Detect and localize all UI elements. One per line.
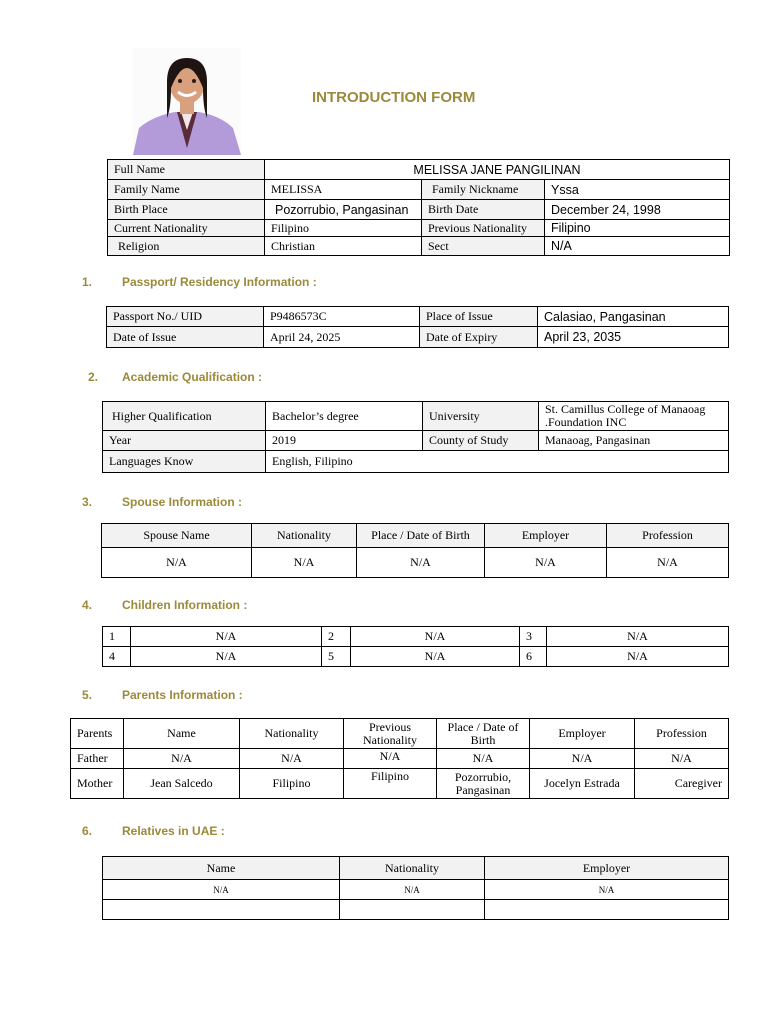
child-number: 6 [520,647,547,667]
family-nickname-value: Yssa [545,180,730,200]
mother-name: Jean Salcedo [124,769,240,799]
spouse-header-birth: Place / Date of Birth [357,524,485,548]
relative-employer-value: N/A [485,880,729,900]
year-label: Year [103,431,266,451]
child-value: N/A [131,647,322,667]
religion-value: Christian [265,237,422,256]
spouse-header-nationality: Nationality [252,524,357,548]
date-of-issue-value: April 24, 2025 [264,327,420,348]
previous-nationality-value: Filipino [545,220,730,237]
higher-qualification-value: Bachelor’s degree [266,402,423,431]
spouse-nationality-value: N/A [252,548,357,578]
family-name-label: Family Name [108,180,265,200]
languages-label: Languages Know [103,451,266,473]
father-name: N/A [124,749,240,769]
mother-previous-nationality: Filipino [344,769,437,799]
full-name-value: MELISSA JANE PANGILINAN [265,160,730,180]
date-of-issue-label: Date of Issue [107,327,264,348]
mother-nationality: Filipino [240,769,344,799]
relative-name-value: N/A [103,880,340,900]
spouse-table [101,523,729,578]
children-table [102,626,729,667]
spouse-header-name: Spouse Name [102,524,252,548]
child-number: 5 [322,647,351,667]
child-number: 2 [322,627,351,647]
father-previous-nationality: N/A [344,749,437,769]
family-name-value: MELISSA [265,180,422,200]
current-nationality-label: Current Nationality [108,220,265,237]
parents-header-profession: Profession [635,719,729,749]
parents-header-parents: Parents [71,719,124,749]
birth-place-label: Birth Place [108,200,265,220]
spouse-birth-value: N/A [357,548,485,578]
university-value [539,402,729,431]
profile-photo [133,48,241,155]
relatives-table [102,856,729,920]
sect-label: Sect [422,237,545,256]
relatives-header-name: Name [103,857,340,880]
languages-value: English, Filipino [266,451,729,473]
section-3-title: Spouse Information : [122,495,242,509]
section-2-number: 2. [88,370,99,384]
section-5-number: 5. [82,688,93,702]
child-value: N/A [131,627,322,647]
child-value: N/A [351,647,520,667]
current-nationality-value: Filipino [265,220,422,237]
parents-header-nationality: Nationality [240,719,344,749]
relative-empty-cell [103,900,340,920]
county-label: County of Study [423,431,539,451]
passport-table [106,306,729,348]
passport-value: P9486573C [264,307,420,327]
relatives-header-employer: Employer [485,857,729,880]
previous-nationality-label: Previous Nationality [422,220,545,237]
parents-table [70,718,729,799]
sect-value: N/A [545,237,730,256]
section-6-number: 6. [82,824,93,838]
relative-empty-cell [340,900,485,920]
spouse-profession-value: N/A [607,548,729,578]
relative-empty-cell [485,900,729,920]
birth-date-label: Birth Date [422,200,545,220]
section-1-title: Passport/ Residency Information : [122,275,317,289]
mother-employer: Jocelyn Estrada [530,769,635,799]
higher-qualification-label: Higher Qualification [103,402,266,431]
parents-header-birth: Place / Date of Birth [437,719,530,749]
child-number: 3 [520,627,547,647]
birth-place-value: Pozorrubio, Pangasinan [265,200,422,220]
form-title: INTRODUCTION FORM [312,89,476,106]
place-of-issue-value: Calasiao, Pangasinan [538,307,729,327]
birth-date-value: December 24, 1998 [545,200,730,220]
spouse-header-employer: Employer [485,524,607,548]
parents-header-employer: Employer [530,719,635,749]
spouse-employer-value: N/A [485,548,607,578]
county-value: Manaoag, Pangasinan [539,431,729,451]
mother-profession: Caregiver [635,769,729,799]
university-line-2: .Foundation INC [545,415,627,429]
family-nickname-label: Family Nickname [422,180,545,200]
spouse-header-profession: Profession [607,524,729,548]
relative-nationality-value: N/A [340,880,485,900]
child-number: 1 [103,627,131,647]
date-of-expiry-value: April 23, 2035 [538,327,729,348]
mother-label: Mother [71,769,124,799]
academic-table [102,401,729,473]
section-4-title: Children Information : [122,598,248,612]
parents-header-previous-nationality: Previous Nationality [344,719,437,749]
section-4-number: 4. [82,598,93,612]
religion-label: Religion [108,237,265,256]
university-label: University [423,402,539,431]
child-number: 4 [103,647,131,667]
child-value: N/A [547,627,729,647]
personal-info-table [107,159,730,256]
father-nationality: N/A [240,749,344,769]
full-name-label: Full Name [108,160,265,180]
section-3-number: 3. [82,495,93,509]
section-2-title: Academic Qualification : [122,370,263,384]
father-label: Father [71,749,124,769]
section-5-title: Parents Information : [122,688,243,702]
mother-birth: Pozorrubio, Pangasinan [437,769,530,799]
child-value: N/A [547,647,729,667]
father-birth: N/A [437,749,530,769]
year-value: 2019 [266,431,423,451]
passport-label: Passport No./ UID [107,307,264,327]
child-value: N/A [351,627,520,647]
parents-header-name: Name [124,719,240,749]
section-1-number: 1. [82,275,93,289]
father-employer: N/A [530,749,635,769]
relatives-header-nationality: Nationality [340,857,485,880]
date-of-expiry-label: Date of Expiry [420,327,538,348]
father-profession: N/A [635,749,729,769]
university-line-1: St. Camillus College of Manaoag [545,402,706,416]
section-6-title: Relatives in UAE : [122,824,225,838]
spouse-name-value: N/A [102,548,252,578]
place-of-issue-label: Place of Issue [420,307,538,327]
